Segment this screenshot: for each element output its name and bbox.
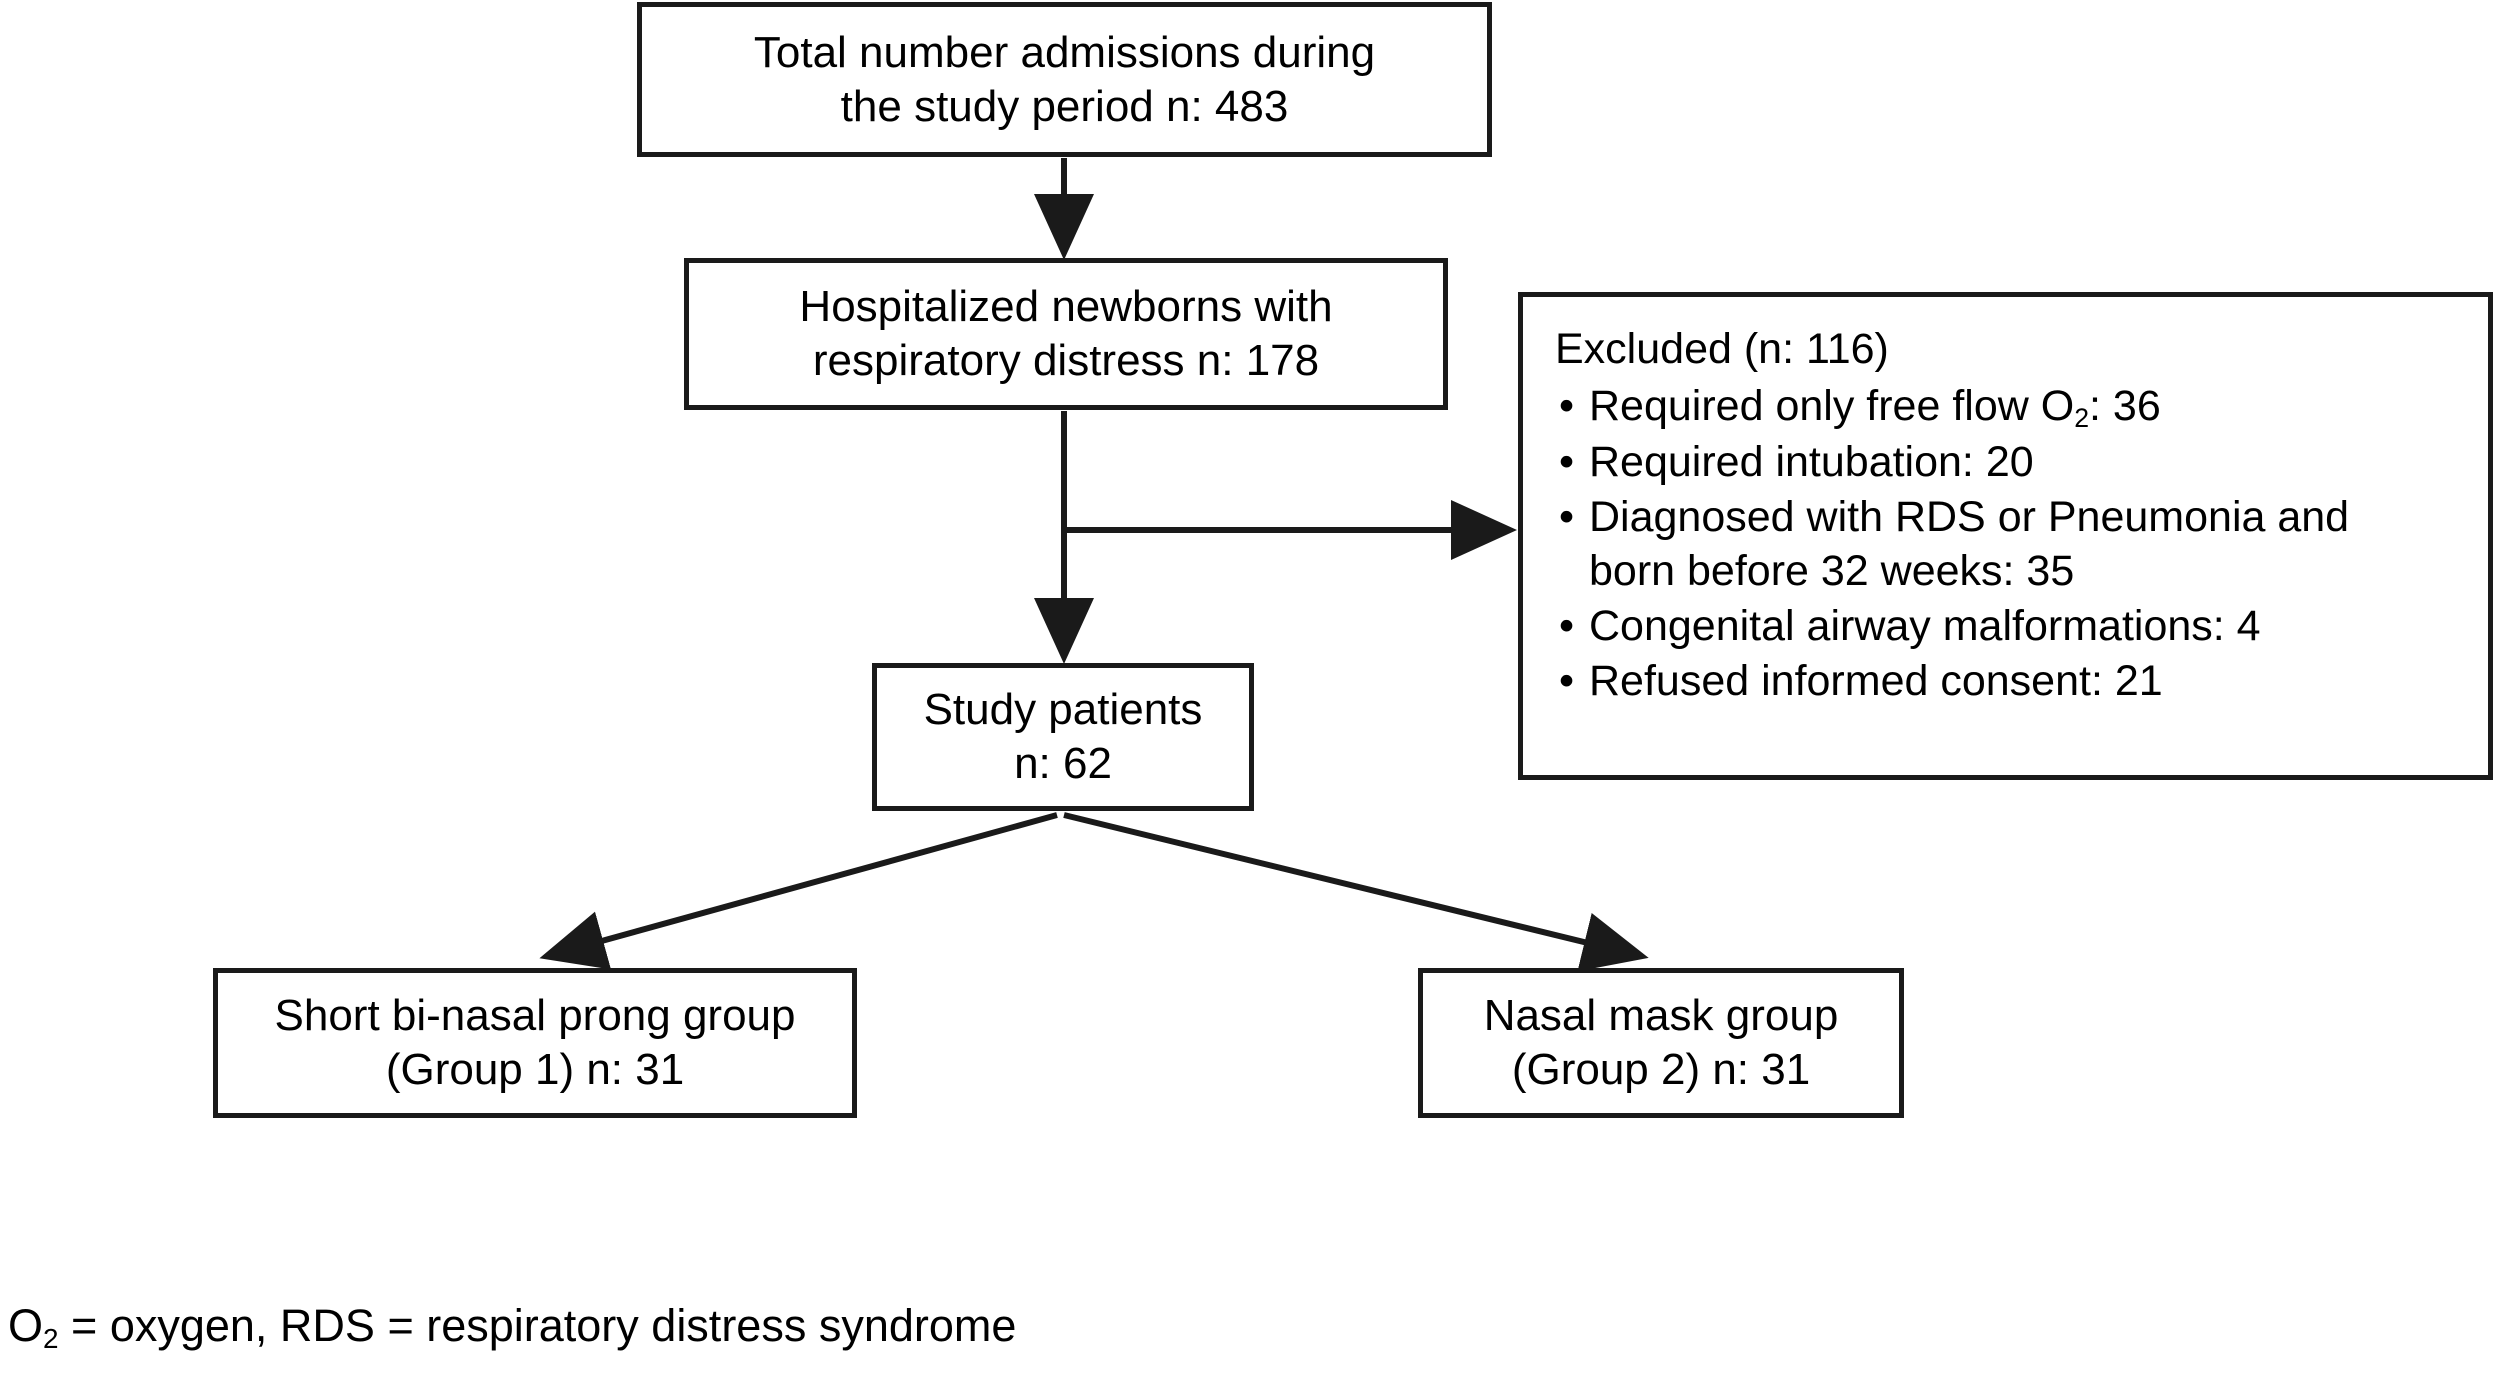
node-excluded-list bbox=[1555, 379, 2349, 709]
excluded-item-refused-consent: • Refused informed consent: 21 bbox=[1555, 654, 2349, 708]
excluded-item-intubation: • Required intubation: 20 bbox=[1555, 435, 2349, 489]
excluded-item-free-flow-post: : 36 bbox=[2089, 382, 2161, 431]
node-total-admissions-line2: the study period n: 483 bbox=[840, 81, 1289, 131]
node-group2-line1: Nasal mask group bbox=[1483, 991, 1839, 1041]
excluded-item-rds-pneumonia bbox=[1555, 490, 2349, 598]
node-total-admissions bbox=[637, 2, 1492, 157]
node-group2-nasal-mask bbox=[1418, 968, 1904, 1118]
node-group1-line2: (Group 1) n: 31 bbox=[385, 1045, 685, 1094]
node-excluded bbox=[1518, 292, 2493, 780]
excluded-item-rds-line2: born before 32 weeks: 35 bbox=[1589, 546, 2075, 595]
node-study-patients-line2: n: 62 bbox=[1014, 739, 1112, 788]
legend-pre: O bbox=[8, 1300, 44, 1351]
excluded-item-free-flow-pre: Required only free flow O bbox=[1589, 382, 2075, 431]
node-group1-short-binasal-prong bbox=[213, 968, 857, 1118]
excluded-item-congenital-malformations: • Congenital airway malformations: 4 bbox=[1555, 599, 2349, 653]
node-group2-line2: (Group 2) n: 31 bbox=[1511, 1045, 1811, 1094]
excluded-item-rds-line1: Diagnosed with RDS or Pneumonia and bbox=[1589, 492, 2350, 541]
legend-sub: 2 bbox=[43, 1322, 59, 1354]
node-hospitalized-line1: Hospitalized newborns with bbox=[799, 282, 1333, 332]
legend-post: = oxygen, RDS = respiratory distress syndrome bbox=[58, 1300, 1017, 1351]
node-study-patients-line1: Study patients bbox=[923, 685, 1203, 735]
edge-study-to-group1 bbox=[551, 815, 1057, 955]
node-group1-line1: Short bi-nasal prong group bbox=[274, 991, 796, 1041]
node-total-admissions-line1: Total number admissions during bbox=[753, 27, 1376, 77]
node-excluded-title: Excluded (n: 116) bbox=[1555, 325, 1889, 373]
excluded-item-free-flow-oxygen bbox=[1555, 379, 2349, 433]
figure-legend bbox=[8, 1300, 1016, 1352]
edge-study-to-group2 bbox=[1064, 815, 1637, 955]
node-hospitalized-line2: respiratory distress n: 178 bbox=[812, 336, 1320, 385]
node-hospitalized-newborns bbox=[684, 258, 1448, 410]
excluded-item-free-flow-sub: 2 bbox=[2074, 403, 2090, 434]
node-study-patients bbox=[872, 663, 1254, 811]
